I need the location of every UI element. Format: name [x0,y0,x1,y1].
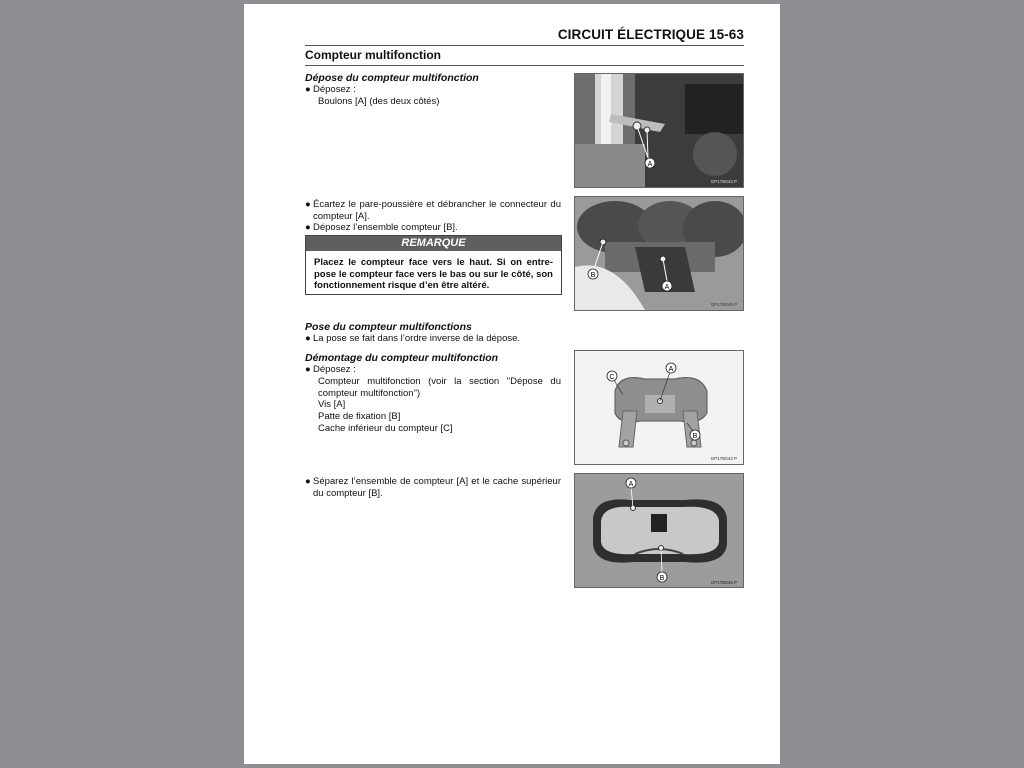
list-item: Déposez l’ensemble compteur [B]. [313,222,458,233]
subsection-title-depose: Dépose du compteur multifonction [305,72,479,84]
bullet-icon: ● [305,199,311,210]
photo-connector [575,197,743,310]
list-item: Écartez le pare-poussière et débrancher le connecteur du compteur [A]. [313,199,561,222]
figure-code: GP17B043 P [710,179,737,184]
list-item: Compteur multifonction (voir la section "Dépose du compteur multifonction") [318,376,561,399]
remark-text: Placez le compteur face vers le haut. Si on entre-pose le compteur face vers le bas ou sur le côté, son fonctionnement risque d’en être altéré. [314,257,553,292]
bullet-icon: ● [305,84,311,95]
list-item: Déposez : [313,364,356,375]
list-item: Boulons [A] (des deux côtés) [318,96,440,107]
remark-box [305,235,562,295]
figure-code: GP17B045 P [710,580,737,585]
list-item: La pose se fait dans l’ordre inverse de la dépose. [313,333,521,344]
callout-label: A [647,161,653,168]
figure-photo-bracket [574,350,744,465]
list-item: Vis [A] [318,399,346,410]
document-page [244,4,780,764]
subsection-title-pose: Pose du compteur multifonctions [305,321,472,333]
section-title: Compteur multifonction [305,48,441,62]
callout-label: B [659,575,665,582]
figure-code: GP17B044 P [710,456,737,461]
callout-label: B [692,433,698,440]
page-header: CIRCUIT ÉLECTRIQUE 15-63 [557,27,744,42]
callout-label: B [590,272,596,279]
bullet-icon: ● [305,333,311,344]
figure-photo-connector [574,196,744,311]
bullet-icon: ● [305,364,311,375]
callout-label: A [664,284,670,291]
figure-photo-meter-assembly [574,473,744,588]
list-item: Séparez l’ensemble de compteur [A] et le cache supérieur du compteur [B]. [313,476,561,499]
bullet-icon: ● [305,476,311,487]
bullet-icon: ● [305,222,311,233]
subsection-title-demontage: Démontage du compteur multifonction [305,352,499,364]
figure-code: GP17B049 P [710,302,737,307]
callout-label: A [668,366,674,373]
remark-title: REMARQUE [306,236,561,251]
list-item: Cache inférieur du compteur [C] [318,423,453,434]
section-rule [305,65,744,66]
callout-label: C [609,374,615,381]
list-item: Patte de fixation [B] [318,411,401,422]
figure-photo-bolts [574,73,744,188]
photo-bracket [575,351,743,464]
list-item: Déposez : [313,84,356,95]
header-rule [305,45,744,46]
callout-label: A [628,481,634,488]
photo-meter-assembly [575,474,743,587]
photo-bolts [575,74,743,187]
